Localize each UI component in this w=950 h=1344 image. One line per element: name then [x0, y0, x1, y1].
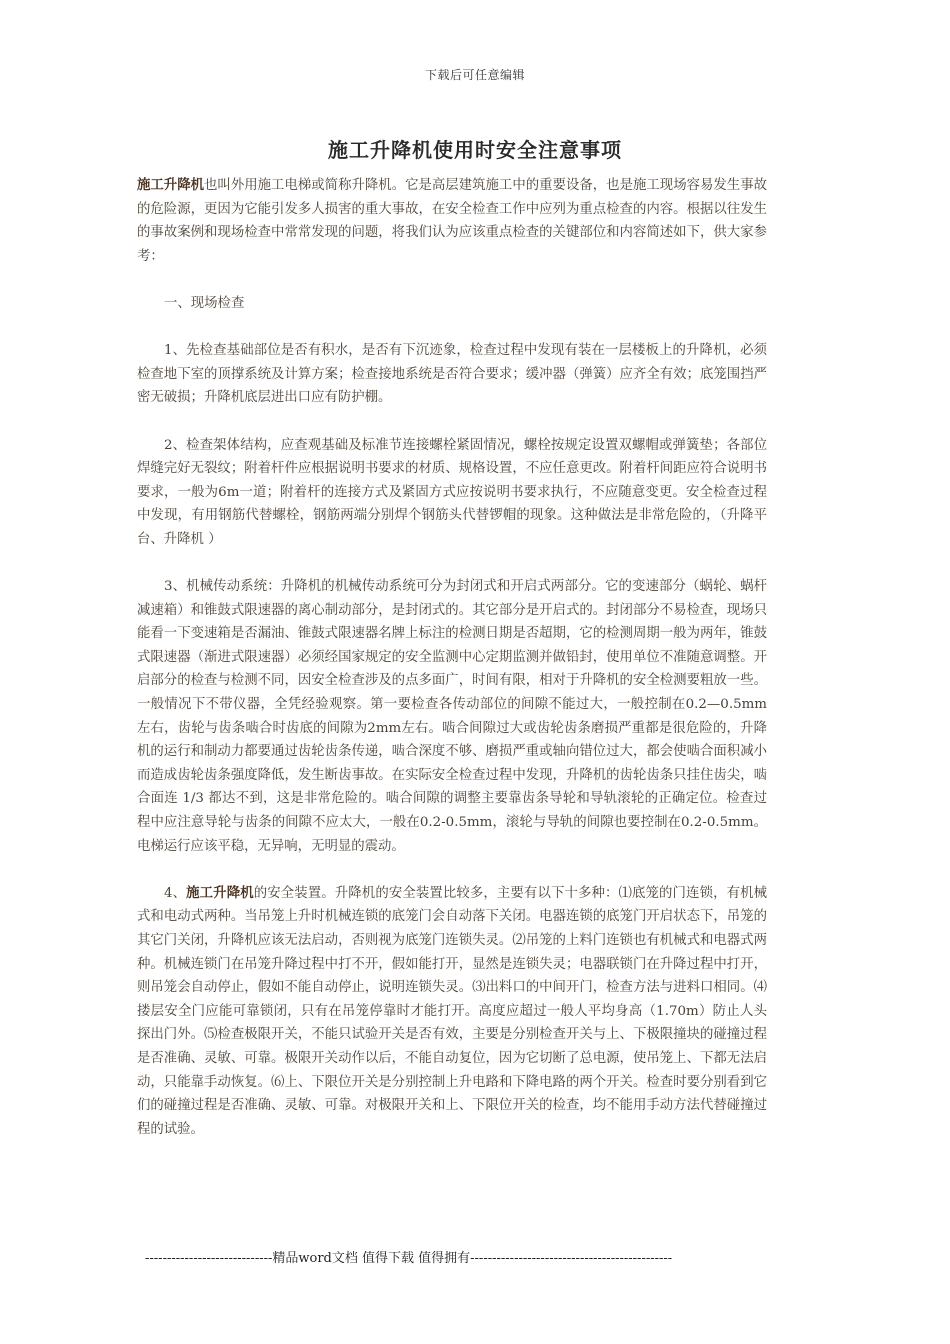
header-note: 下载后可任意编辑 [424, 68, 525, 82]
intro-text: 也叫外用施工电梯或简称升降机。它是高层建筑施工中的重要设备，也是施工现场容易发生事故的危险源，更因为它能引发多人损害的重大事故，在安全检查工作中应列为重点检查的内容。根据以往发生的事故案例和现场检查中常常发现的问题，将我们认为应该重点检查的关键部位和内容简述如下，供大家参考： [137, 178, 768, 264]
item-4-paragraph [137, 882, 767, 1142]
item-1-paragraph: 1、先检查基础部位是否有积水，是否有下沉迹象，检查过程中发现有装在一层楼板上的升降机，必须检查地下室的顶撑系统及计算方案；检查接地系统是否符合要求；缓冲器（弹簧）应齐全有效；底笼围挡严密无破损；升降机底层进出口应有防护棚。 [137, 343, 767, 406]
item-3-paragraph: 3、机械传动系统：升降机的机械传动系统可分为封闭式和开启式两部分。它的变速部分（蜗轮、蜗杆减速箱）和锥鼓式限速器的离心制动部分，是封闭式的。其它部分是开启式的。封闭部分不易检查，现场只能看一下变速箱是否漏油、锥鼓式限速器名牌上标注的检测日期是否超期，它的检测周期一般为两年，锥鼓式限速器（渐进式限速器）必须经国家规定的安全监测中心定期监测并做铅封，使用单位不准随意调整。开启部分的检查与检测不同，因安全检查涉及的点多面广，时间有限，相对于升降机的安全检测要粗放一些。一般情况下不带仪器，全凭经验观察。第一要检查各传动部位的间隙不能过大，一般控制在0.2—0.5mm左右，齿轮与齿条啮合时齿底的间隙为2mm左右。啮合间隙过大或齿轮齿条磨损严重都是很危险的，升降机的运行和制动力都要通过齿轮齿条传递，啮合深度不够、磨损严重或轴向错位过大，都会使啮合面积减小而造成齿轮齿条强度降低，发生断齿事故。在实际安全检查过程中发现，升降机的齿轮齿条只挂住齿尖，啮合面连 1/3 都达不到，这是非常危险的。啮合间隙的调整主要靠齿条导轮和导轨滚轮的正确定位。检查过程中应注意导轮与齿条的间隙不应太大，一般在0.2-0.5mm，滚轮与导轨的间隙也要控制在0.2-0.5mm。电梯运行应该平稳，无异响，无明显的震动。 [137, 579, 767, 854]
footer-note: -----------------------------精品word文档 值得下载 值得拥有---------------------------------------------- [145, 1251, 673, 1266]
intro-keyword[interactable]: 施工升降机 [137, 177, 205, 193]
item-2-paragraph: 2、检查架体结构，应查观基础及标准节连接螺栓紧固情况，螺栓按规定设置双螺帽或弹簧垫；各部位焊缝完好无裂纹；附着杆件应根据说明书要求的材质、规格设置，不应任意更改。附着杆间距应符合说明书要求，一般为6m一道；附着杆的连接方式及紧固方式应按说明书要求执行，不应随意变更。安全检查过程中发现，有用钢筋代替螺栓，钢筋两端分别焊个钢筋头代替锣帽的现象。这种做法是非常危险的，（升降平台、升降机 ） [137, 437, 767, 547]
section-heading: 一、现场检查 [164, 295, 245, 311]
page-title: 施工升降机使用时安全注意事项 [328, 138, 622, 162]
item-4-keyword[interactable]: 施工升降机 [186, 884, 254, 901]
item-4-prefix: 4、 [164, 885, 187, 901]
item-4-text: 的安全装置。升降机的安全装置比较多，主要有以下十多种：⑴底笼的门连锁，有机械式和电动式两种。当吊笼上升时机械连锁的底笼门会自动落下关闭。电器连锁的底笼门开启状态下，吊笼的其它门关闭，升降机应该无法启动，否则视为底笼门连锁失灵。⑵吊笼的上料门连锁也有机械式和电器式两种。机械连锁门在吊笼升降过程中打不开，假如能打开，显然是连锁失灵；电器联锁门在升降过程中打开，则吊笼会自动停止，假如不能自动停止，说明连锁失灵。⑶出料口的中间开门，检查方法与进料口相同。⑷搂层安全门应能可靠锁闭，只有在吊笼停靠时才能打开。高度应超过一般人平均身高（1.70m）防止人头探出门外。⑸检查极限开关，不能只试验开关是否有效，主要是分别检查开关与上、下极限撞块的碰撞过程是否准确、灵敏、可靠。极限开关动作以后，不能自动复位，因为它切断了总电源，使吊笼上、下都无法启动，只能靠手动恢复。⑹上、下限位开关是分别控制上升电路和下降电路的两个开关。检查时要分别看到它们的碰撞过程是否准确、灵敏、可靠。对极限开关和上、下限位开关的检查，均不能用手动方法代替碰撞过程的试验。 [137, 885, 768, 1137]
document-body [137, 174, 767, 1141]
intro-paragraph [137, 174, 767, 268]
